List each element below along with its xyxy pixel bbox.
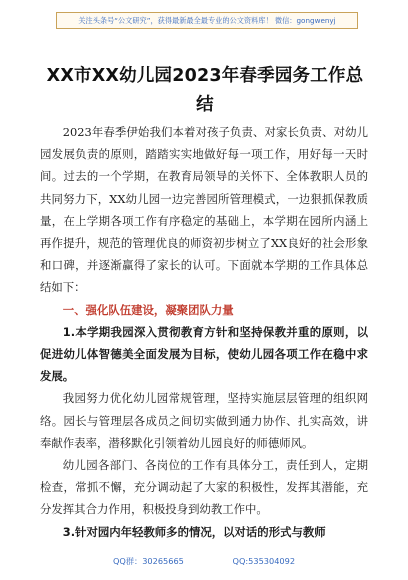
qq-group-text: QQ群：30265665 [112,556,184,566]
qq-contact-text: QQ:535304092 [232,556,296,566]
body-paragraph: 幼儿园各部门、各岗位的工作有具体分工，责任到人，定期检查，常抓不懈，充分调动起了大家的积极性，发挥其潜能，充分发挥其合力作用，积极投身到幼教工作中。 [40,458,368,517]
subsection-heading: 1.本学期我园深入贯彻教育方针和坚持保教并重的原则，以促进幼儿体智德美全面发展为目标，使幼儿园各项工作在稳中求发展。 [40,324,368,384]
promo-banner: 关注头条号“公文研究”，获得最新最全最专业的公文资料库！ 微信：gongwenyj [56,12,358,29]
body-paragraph: 我园努力优化幼儿园常规管理，坚持实施层层管理的组织网络。园长与管理层各成员之间切实做到通力协作、扎实高效，讲奉献作表率，潜移默化引领着幼儿园良好的师德师风。 [40,391,368,450]
page-footer [0,556,408,567]
document-body [40,121,368,543]
intro-paragraph: 2023年春季伊始我们本着对孩子负责、对家长负责、对幼儿园发展负责的原则，踏踏实实地做好每一项工作，用好每一天时间。过去的一个学期，在教育局领导的关怀下、全体教职人员的共同努力下，XX幼儿园一边完善园所管理模式，一边狠抓保教质量，在上学期各项工作有序稳定的基础上，本学期在园所内涵上再作提升，规范的管理优良的师资初步树立了XX良好的社会形象和口碑，并逐渐赢得了家长的认可。下面就本学期的工作具体总结如下： [40,125,368,295]
section-heading: 一、强化队伍建设，凝聚团队力量 [62,302,234,317]
document-title: XX市XX幼儿园2023年春季园务工作总结 [46,66,364,115]
subsection-heading: 3.针对园内年轻教师多的情况，以对话的形式与教师 [62,524,326,539]
